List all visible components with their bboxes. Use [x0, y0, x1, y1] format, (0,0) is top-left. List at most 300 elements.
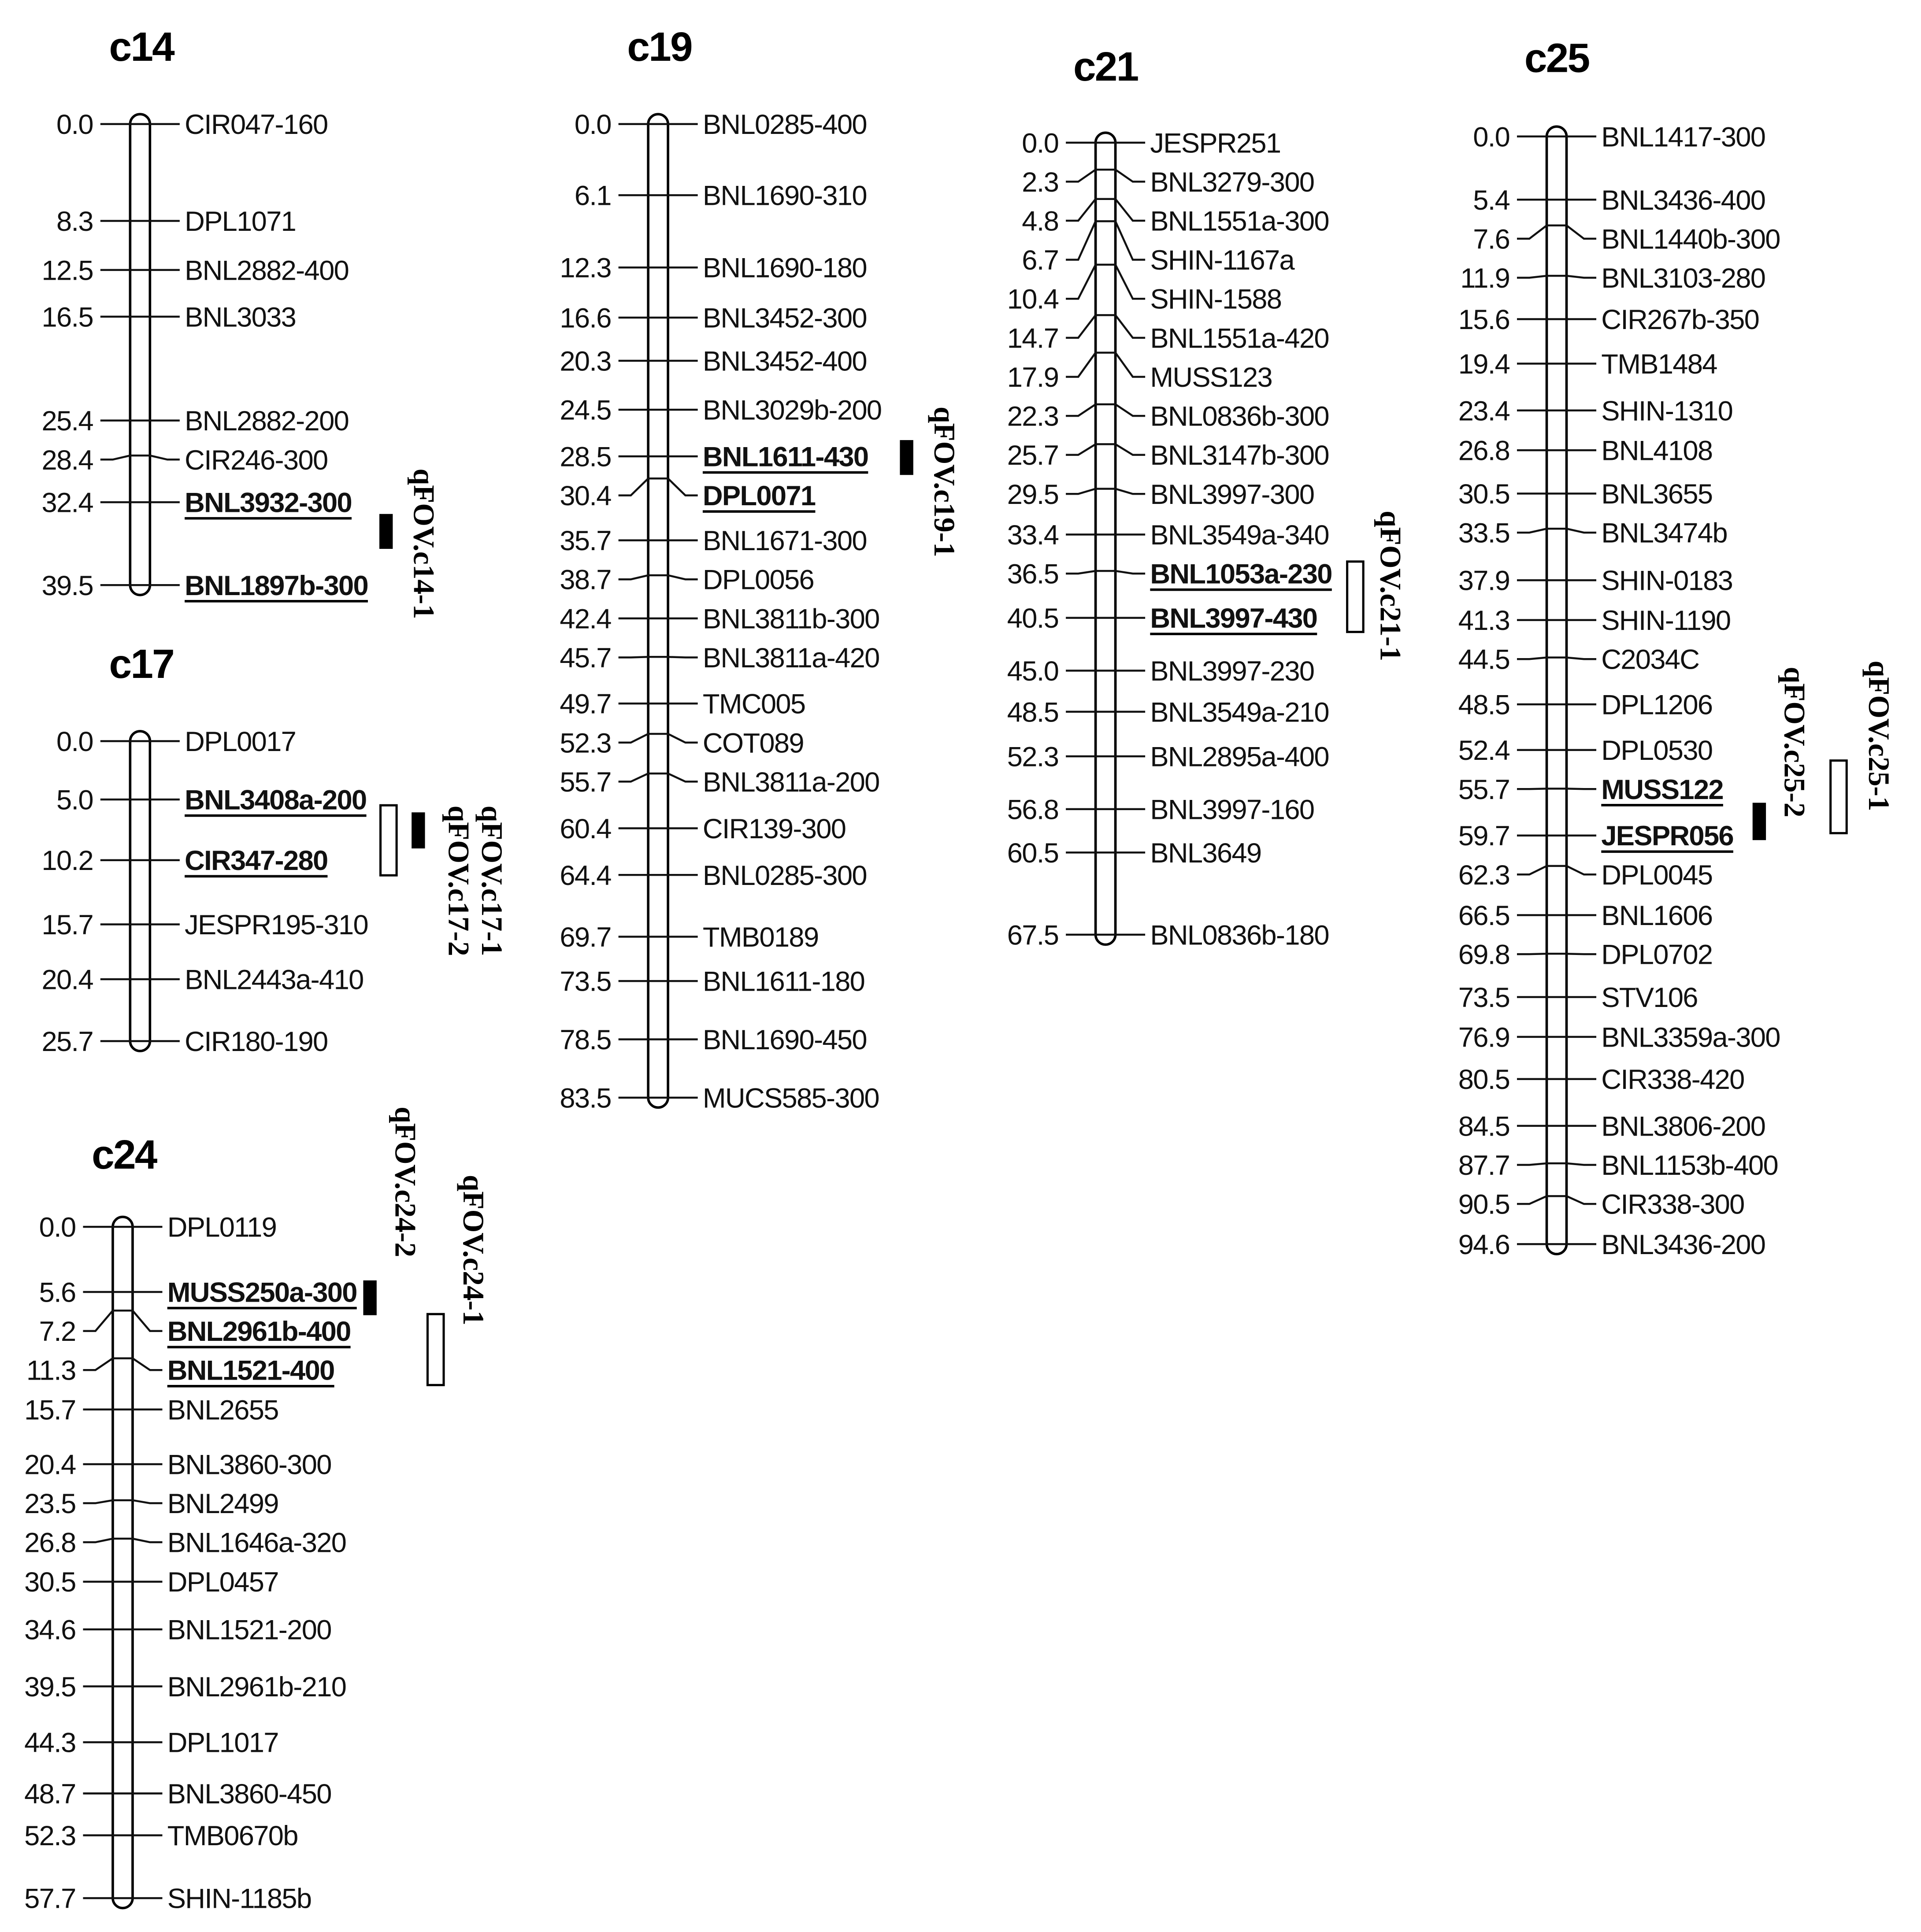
qtl-qfov-c25-1: [1831, 661, 1895, 833]
marker: [1458, 644, 1699, 675]
marker: [24, 1779, 331, 1810]
marker: [24, 1449, 331, 1480]
marker-name: BNL1606: [1601, 900, 1713, 931]
marker-name: BNL3806-200: [1601, 1111, 1765, 1142]
marker: [1007, 603, 1317, 634]
chromosome-c21: [1007, 44, 1332, 951]
chromosome-title: c21: [1073, 44, 1138, 90]
marker-name: CIR180-190: [185, 1026, 328, 1057]
marker: [1458, 1150, 1778, 1181]
marker-position: 55.7: [560, 766, 611, 798]
marker-name: TMB0670b: [167, 1821, 298, 1852]
marker-name: TMB0189: [702, 922, 819, 953]
qtl-interval-filled: [901, 441, 912, 474]
marker-position: 16.5: [41, 302, 93, 333]
marker-position: 73.5: [1458, 982, 1510, 1014]
marker: [1022, 167, 1314, 198]
marker: [1458, 396, 1732, 426]
marker: [560, 395, 881, 426]
marker: [575, 109, 867, 140]
marker: [1458, 605, 1731, 636]
marker: [42, 445, 328, 476]
marker: [1473, 224, 1780, 255]
marker: [560, 689, 805, 720]
chromosome-c24: [24, 1132, 357, 1914]
marker-name: JESPR251: [1150, 128, 1281, 159]
qtl-interval-open: [381, 805, 397, 875]
marker-name: JESPR056: [1601, 821, 1733, 852]
marker: [1007, 353, 1272, 393]
marker-position: 15.6: [1458, 304, 1510, 335]
marker-position: 90.5: [1458, 1189, 1510, 1220]
marker-name: BNL3452-400: [702, 346, 867, 377]
marker-name: BNL1690-180: [702, 252, 867, 284]
marker-name: BNL1440b-300: [1601, 224, 1780, 255]
marker: [56, 726, 296, 757]
marker-name: STV106: [1601, 982, 1698, 1014]
marker-position: 38.7: [560, 564, 611, 596]
marker-position: 6.7: [1022, 245, 1059, 276]
marker: [560, 814, 846, 844]
marker-name: BNL1551a-420: [1150, 323, 1329, 354]
marker-position: 19.4: [1458, 348, 1510, 380]
marker: [56, 785, 367, 815]
marker-position: 39.5: [41, 570, 93, 601]
marker-name: DPL1206: [1601, 689, 1713, 721]
marker-position: 94.6: [1458, 1229, 1510, 1260]
marker-name: BNL3997-430: [1150, 603, 1317, 634]
marker: [560, 1025, 867, 1055]
marker-name: BNL2895a-400: [1150, 741, 1329, 773]
marker: [26, 1355, 334, 1386]
marker: [560, 303, 867, 334]
marker-name: CIR347-280: [185, 845, 328, 877]
marker-name: BNL3452-300: [702, 303, 867, 334]
marker-name: MUSS123: [1150, 362, 1272, 393]
marker-position: 20.4: [41, 964, 93, 996]
qtl-label: qFOV.c25-1: [1862, 660, 1895, 811]
marker-position: 0.0: [1022, 128, 1059, 159]
marker-position: 0.0: [39, 1212, 76, 1243]
marker-name: CIR139-300: [702, 813, 846, 844]
marker-tick: [1517, 788, 1596, 789]
marker-name: COT089: [702, 728, 804, 759]
marker: [1007, 559, 1332, 590]
marker: [1007, 520, 1329, 551]
qtl-label: qFOV.c19-1: [927, 406, 961, 557]
marker-position: 62.3: [1458, 859, 1510, 891]
marker-position: 69.8: [1458, 939, 1510, 970]
marker-position: 11.9: [1460, 263, 1510, 294]
marker-name: BNL3147b-300: [1150, 440, 1329, 471]
marker-position: 7.2: [39, 1316, 76, 1347]
marker-name: BNL3997-230: [1150, 656, 1314, 687]
marker: [1022, 199, 1329, 237]
marker-position: 0.0: [1473, 122, 1510, 153]
marker-position: 10.4: [1007, 284, 1059, 315]
marker-name: DPL1017: [167, 1727, 278, 1758]
marker-name: BNL1646a-320: [167, 1527, 346, 1558]
marker-position: 26.8: [24, 1527, 76, 1558]
marker-name: BNL1690-450: [702, 1024, 867, 1055]
marker-position: 36.5: [1007, 559, 1059, 590]
marker-position: 60.4: [560, 813, 611, 844]
marker-position: 5.6: [39, 1277, 76, 1308]
marker-position: 0.0: [574, 109, 611, 141]
marker-name: CIR338-420: [1601, 1064, 1744, 1096]
marker-position: 55.7: [1458, 774, 1510, 805]
marker-position: 16.6: [560, 303, 611, 334]
qtl-label: qFOV.c24-2: [389, 1107, 422, 1258]
marker: [1007, 401, 1329, 432]
marker-position: 15.7: [24, 1395, 76, 1426]
marker: [560, 603, 879, 634]
marker-position: 83.5: [560, 1083, 611, 1114]
marker-position: 17.9: [1007, 362, 1059, 393]
qtl-interval-open: [1347, 562, 1364, 632]
marker-name: JESPR195-310: [185, 909, 368, 940]
marker-position: 69.7: [560, 922, 611, 953]
marker-name: BNL3997-300: [1150, 479, 1314, 510]
marker: [560, 922, 818, 953]
marker: [1458, 821, 1733, 851]
marker-position: 30.5: [24, 1567, 76, 1598]
marker-name: BNL3549a-210: [1150, 697, 1329, 728]
marker-name: DPL0530: [1601, 735, 1713, 766]
marker: [42, 910, 368, 940]
marker: [560, 526, 867, 556]
qtl-interval-filled: [364, 1281, 375, 1314]
marker-position: 23.4: [1458, 396, 1510, 427]
marker-position: 52.3: [560, 728, 611, 759]
marker-name: MUSS122: [1601, 774, 1723, 805]
marker: [560, 442, 868, 473]
marker: [1458, 735, 1713, 766]
marker: [1458, 436, 1713, 466]
qtl-label: qFOV.c25-2: [1778, 666, 1811, 818]
marker: [42, 1026, 328, 1057]
chromosome-bar: [1096, 133, 1116, 944]
marker-name: BNL3359a-300: [1601, 1022, 1780, 1053]
marker: [1458, 1189, 1744, 1220]
marker: [42, 406, 349, 437]
marker: [1458, 479, 1713, 510]
marker-position: 45.0: [1007, 656, 1059, 687]
marker-position: 44.5: [1458, 644, 1510, 675]
marker-position: 45.7: [560, 643, 611, 674]
marker: [1007, 920, 1329, 951]
marker-name: BNL2882-200: [185, 406, 349, 437]
marker: [1458, 566, 1732, 596]
marker-name: BNL3997-160: [1150, 794, 1314, 825]
marker-position: 20.4: [24, 1449, 76, 1480]
marker: [1458, 982, 1698, 1013]
marker-name: SHIN-0183: [1601, 565, 1733, 596]
marker-position: 84.5: [1458, 1111, 1510, 1142]
qtl-label: qFOV.c24-1: [457, 1174, 490, 1325]
qtl-qfov-c25-2: [1754, 667, 1811, 839]
marker: [1007, 794, 1314, 825]
marker: [575, 181, 867, 211]
marker-position: 52.4: [1458, 735, 1510, 766]
qtl-qfov-c24-2: [364, 1107, 422, 1314]
marker-position: 0.0: [56, 109, 93, 141]
marker-position: 6.1: [574, 180, 611, 211]
marker-position: 39.5: [24, 1671, 76, 1703]
marker-name: BNL2655: [167, 1395, 278, 1426]
marker-name: BNL3033: [185, 302, 296, 333]
marker-position: 35.7: [560, 526, 611, 557]
marker-position: 33.4: [1007, 520, 1059, 551]
marker-position: 0.0: [56, 726, 93, 757]
marker-position: 25.7: [41, 1026, 93, 1057]
marker: [24, 1395, 278, 1425]
marker-name: BNL1053a-230: [1150, 559, 1332, 590]
qtl-interval-filled: [1754, 804, 1765, 839]
marker-position: 20.3: [560, 346, 611, 377]
marker: [1458, 940, 1713, 970]
marker: [24, 1615, 331, 1646]
marker-name: SHIN-1190: [1601, 605, 1731, 637]
marker-name: SHIN-1588: [1150, 284, 1282, 315]
chromosome-bar: [130, 731, 150, 1051]
marker: [560, 728, 804, 759]
marker-name: BNL3860-450: [167, 1778, 331, 1810]
marker-name: BNL1611-180: [702, 966, 865, 997]
qtl-interval-filled: [413, 814, 424, 848]
marker: [560, 478, 816, 511]
qtl-label: qFOV.c14-1: [407, 468, 441, 619]
marker-position: 34.6: [24, 1614, 76, 1646]
marker-name: BNL3549a-340: [1150, 520, 1329, 551]
marker: [560, 966, 864, 997]
marker: [1458, 304, 1759, 335]
marker: [1022, 128, 1280, 159]
marker: [24, 1884, 311, 1914]
marker: [1007, 479, 1314, 510]
marker-position: 10.2: [41, 845, 93, 877]
marker-name: BNL0285-300: [702, 860, 867, 891]
marker-position: 5.0: [56, 785, 93, 816]
marker-name: BNL0285-400: [702, 109, 867, 141]
marker: [56, 109, 327, 140]
marker-name: BNL3436-200: [1601, 1229, 1765, 1260]
marker-position: 8.3: [56, 206, 93, 237]
qtl-qfov-c19-1: [901, 407, 961, 557]
marker-name: BNL3474b: [1601, 518, 1727, 549]
marker: [1007, 742, 1329, 773]
qtl-interval-filled: [381, 515, 392, 548]
marker-position: 12.5: [41, 255, 93, 286]
marker-position: 11.3: [26, 1355, 76, 1386]
marker-name: BNL4108: [1601, 435, 1713, 466]
marker-name: BNL2961b-400: [167, 1316, 351, 1347]
marker: [1458, 349, 1717, 380]
marker-position: 33.5: [1458, 518, 1510, 549]
marker-name: CIR047-160: [185, 109, 328, 141]
marker: [42, 845, 328, 876]
marker: [1458, 518, 1727, 549]
chromosome-title: c19: [627, 24, 692, 70]
marker: [1458, 860, 1713, 891]
marker: [1007, 697, 1329, 728]
marker: [1458, 1022, 1780, 1053]
chromosome-title: c14: [109, 24, 174, 70]
chromosome-c14: [42, 24, 368, 601]
chromosome-title: c17: [109, 641, 174, 687]
qtl-qfov-c17-2: [413, 806, 475, 956]
marker: [39, 1310, 351, 1347]
marker: [560, 346, 867, 377]
marker-name: TMC005: [702, 688, 805, 720]
marker-position: 25.7: [1007, 440, 1059, 471]
marker-position: 44.3: [24, 1727, 76, 1758]
marker-position: 87.7: [1458, 1150, 1510, 1181]
marker-name: BNL3655: [1601, 479, 1713, 510]
marker-name: BNL3103-280: [1601, 263, 1765, 294]
marker-position: 48.7: [24, 1778, 76, 1810]
marker-name: BNL3279-300: [1150, 167, 1314, 198]
marker-name: BNL0836b-300: [1150, 401, 1329, 432]
marker-position: 59.7: [1458, 821, 1510, 852]
marker-position: 42.4: [560, 603, 611, 635]
marker-name: MUCS585-300: [702, 1083, 879, 1114]
qtl-label: qFOV.c17-1: [475, 805, 509, 956]
chromosome-bar: [113, 1217, 133, 1908]
marker: [56, 206, 296, 237]
marker-position: 41.3: [1458, 605, 1510, 637]
marker: [24, 1821, 298, 1851]
marker-position: 30.5: [1458, 479, 1510, 510]
marker-position: 29.5: [1007, 479, 1059, 510]
marker: [1007, 838, 1261, 869]
marker-name: BNL3029b-200: [702, 395, 882, 426]
marker-name: BNL3811a-200: [702, 766, 879, 798]
marker-position: 22.3: [1007, 401, 1059, 432]
marker-position: 5.4: [1473, 185, 1510, 216]
chromosome-bar: [1547, 126, 1567, 1254]
marker-position: 12.3: [560, 252, 611, 284]
marker-position: 14.7: [1007, 323, 1059, 354]
marker-position: 30.4: [560, 481, 611, 512]
marker-name: DPL0056: [702, 564, 814, 596]
marker-name: DPL0071: [702, 481, 816, 512]
marker-name: DPL0457: [167, 1567, 278, 1598]
marker: [1458, 1111, 1765, 1142]
marker-name: BNL3811b-300: [702, 603, 879, 635]
marker-name: BNL1611-430: [702, 441, 868, 473]
marker: [1473, 122, 1765, 152]
marker-position: 67.5: [1007, 920, 1059, 951]
qtl-label: qFOV.c17-2: [442, 805, 475, 956]
marker-name: MUSS250a-300: [167, 1277, 357, 1308]
marker-name: BNL1690-310: [702, 180, 867, 211]
marker-position: 66.5: [1458, 900, 1510, 931]
marker-name: DPL0017: [185, 726, 296, 757]
marker: [560, 253, 867, 284]
marker-name: BNL1551a-300: [1150, 206, 1329, 237]
marker-name: BNL3811a-420: [702, 643, 879, 674]
marker: [42, 965, 363, 996]
marker-name: BNL3436-400: [1601, 185, 1765, 216]
marker-name: BNL1153b-400: [1601, 1150, 1778, 1181]
marker: [560, 565, 814, 596]
marker-position: 28.5: [560, 441, 611, 473]
marker: [1007, 656, 1314, 687]
marker-position: 28.4: [41, 444, 93, 476]
marker-name: BNL1897b-300: [185, 570, 368, 601]
marker: [560, 643, 879, 674]
marker-name: BNL0836b-180: [1150, 920, 1329, 951]
chromosome-title: c24: [92, 1131, 156, 1177]
marker: [560, 767, 879, 798]
marker: [1458, 689, 1713, 720]
marker-position: 40.5: [1007, 603, 1059, 634]
marker-name: BNL1521-400: [167, 1355, 334, 1386]
marker-position: 48.5: [1458, 689, 1510, 721]
marker-name: SHIN-1185b: [167, 1883, 312, 1914]
marker: [1473, 185, 1765, 216]
qtl-qfov-c24-1: [427, 1175, 490, 1385]
qtl-interval-open: [427, 1314, 444, 1385]
marker-position: 25.4: [41, 406, 93, 437]
qtl-label: qFOV.c21-1: [1374, 511, 1407, 662]
marker-position: 7.6: [1473, 224, 1510, 255]
marker-position: 52.3: [1007, 741, 1059, 773]
marker: [24, 1672, 346, 1703]
marker-position: 80.5: [1458, 1064, 1510, 1096]
marker: [1458, 1229, 1765, 1260]
qtl-qfov-c14-1: [381, 469, 441, 619]
marker: [42, 302, 296, 333]
marker: [1007, 315, 1329, 354]
marker-name: TMB1484: [1601, 348, 1717, 380]
marker-name: BNL3860-300: [167, 1449, 331, 1480]
marker-name: BNL3932-300: [185, 487, 352, 518]
chromosome-bar: [648, 114, 668, 1107]
qtl-interval-open: [1831, 761, 1847, 833]
marker-name: DPL0702: [1601, 939, 1713, 970]
marker-name: DPL0045: [1601, 859, 1713, 891]
marker-position: 49.7: [560, 688, 611, 720]
marker-position: 37.9: [1458, 565, 1510, 596]
marker: [24, 1528, 346, 1558]
marker-position: 64.4: [560, 860, 611, 891]
marker-name: SHIN-1310: [1601, 396, 1733, 427]
marker: [24, 1567, 278, 1598]
marker: [1460, 263, 1765, 294]
marker: [24, 1488, 278, 1519]
marker-position: 23.5: [24, 1488, 76, 1520]
chromosome-bar: [130, 114, 150, 595]
qtl-qfov-c21-1: [1347, 511, 1407, 661]
marker: [1458, 900, 1713, 931]
marker-position: 56.8: [1007, 794, 1059, 825]
marker-position: 4.8: [1022, 206, 1059, 237]
marker-position: 60.5: [1007, 837, 1059, 869]
marker-name: BNL2961b-210: [167, 1671, 346, 1703]
marker-position: 78.5: [560, 1024, 611, 1055]
marker-name: BNL2443a-410: [185, 964, 363, 996]
marker-name: CIR246-300: [185, 444, 328, 476]
marker-name: BNL1521-200: [167, 1614, 331, 1646]
marker-name: BNL2882-400: [185, 255, 349, 286]
marker-name: BNL3649: [1150, 837, 1261, 869]
chromosome-c25: [1458, 35, 1780, 1260]
marker-name: BNL1417-300: [1601, 122, 1765, 153]
marker-position: 24.5: [560, 395, 611, 426]
chromosome-c17: [42, 641, 368, 1057]
